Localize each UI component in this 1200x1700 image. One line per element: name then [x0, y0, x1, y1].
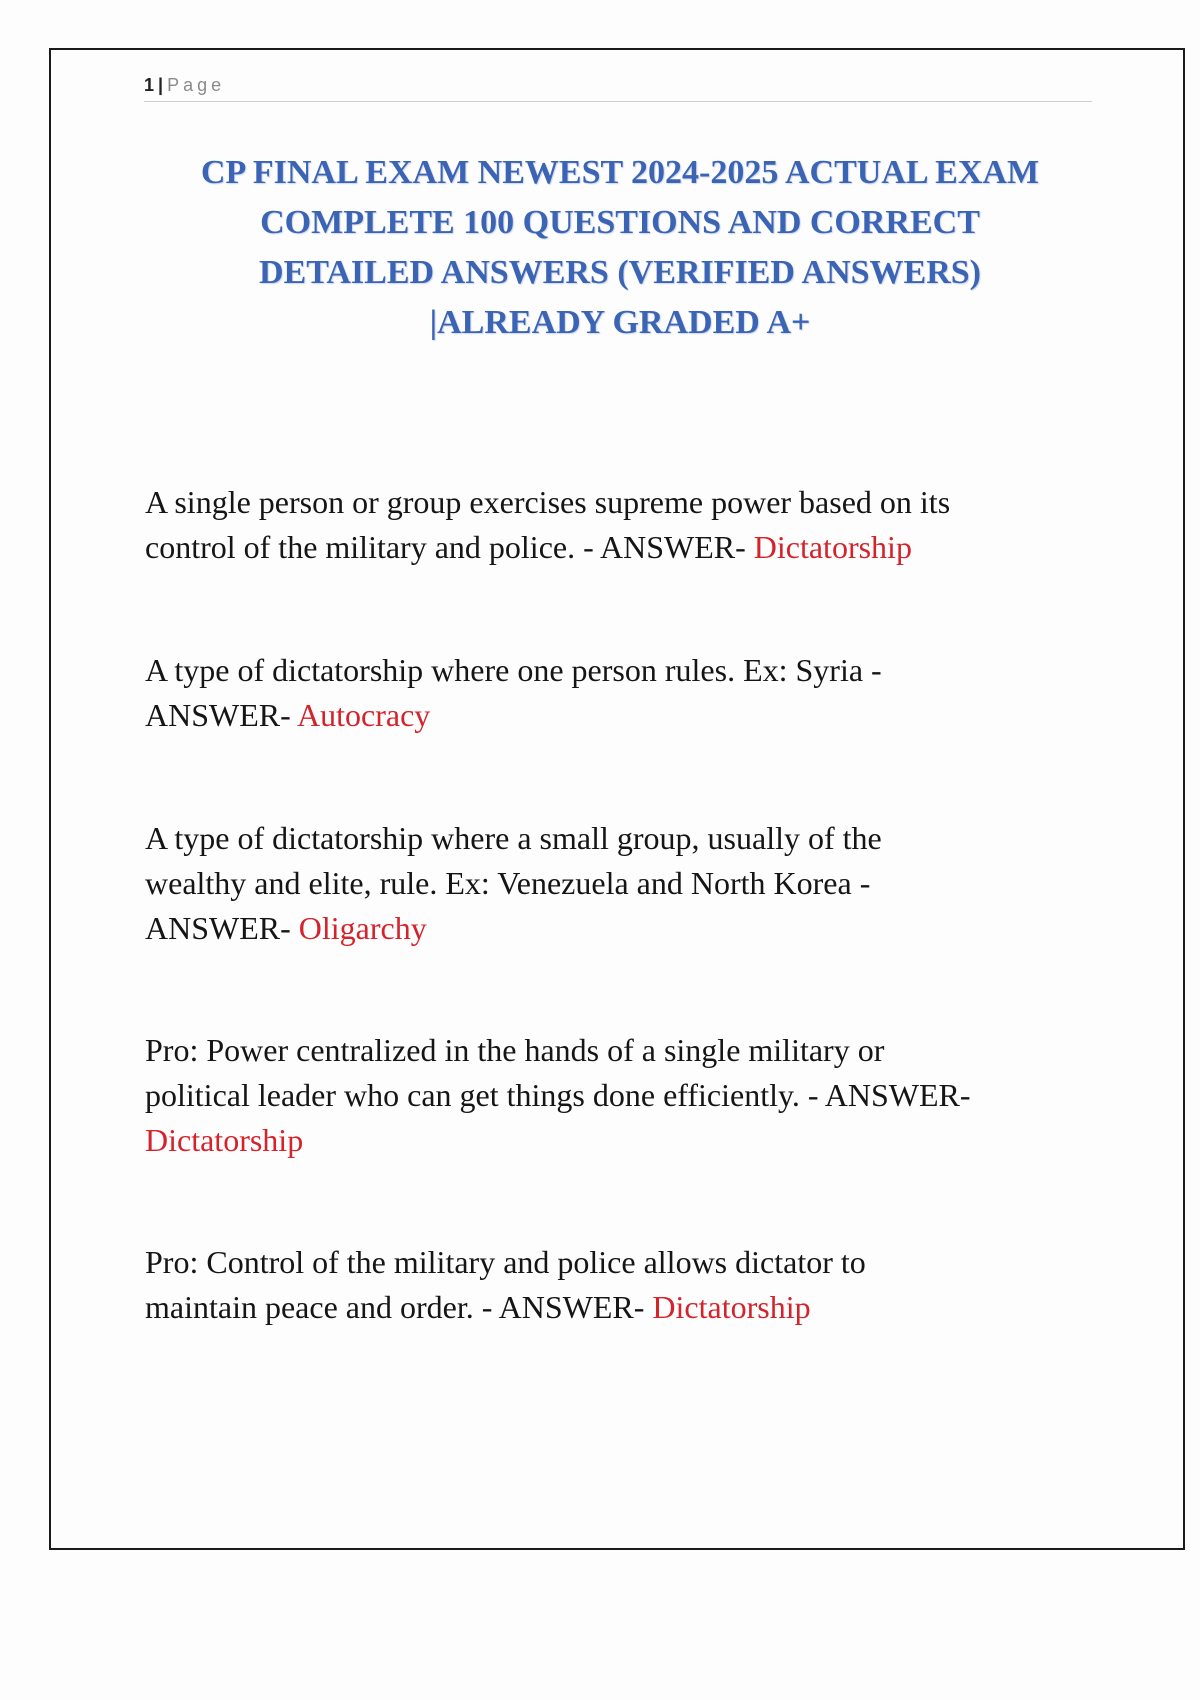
answer-text: Dictatorship [753, 529, 912, 565]
title-line: CP FINAL EXAM NEWEST 2024-2025 ACTUAL EXAM [200, 154, 1040, 191]
title-line: COMPLETE 100 QUESTIONS AND CORRECT [260, 204, 980, 241]
question-line: A single person or group exercises supreme power based on its [145, 484, 951, 520]
question-line: political leader who can get things done efficiently. - ANSWER- [145, 1077, 971, 1113]
question-text: ANSWER- [145, 910, 299, 946]
title-line: |ALREADY GRADED A+ [429, 304, 811, 341]
qa-item [145, 480, 950, 570]
question-line [145, 906, 882, 951]
question-line [145, 1285, 866, 1330]
question-text: ANSWER- [145, 697, 297, 733]
qa-item [145, 1240, 866, 1330]
header-divider [144, 101, 1092, 102]
page-label: Page [167, 75, 226, 95]
answer-text: Autocracy [297, 697, 431, 733]
answer-text: Dictatorship [652, 1289, 811, 1325]
question-text: control of the military and police. - ANSWER- [145, 529, 754, 565]
answer-text: Dictatorship [145, 1122, 304, 1158]
page-number: 1 [144, 75, 155, 95]
question-line: wealthy and elite, rule. Ex: Venezuela and North Korea - [145, 865, 871, 901]
document-title [140, 148, 1100, 348]
answer-text: Oligarchy [298, 910, 427, 946]
question-line [145, 525, 950, 570]
title-line: DETAILED ANSWERS (VERIFIED ANSWERS) [258, 254, 982, 291]
question-text: maintain peace and order. - ANSWER- [145, 1289, 653, 1325]
question-line: A type of dictatorship where one person rules. Ex: Syria - [145, 652, 882, 688]
qa-item [145, 1028, 971, 1163]
page-number-separator: | [158, 75, 164, 95]
page-number-header [144, 74, 225, 96]
question-line: Pro: Control of the military and police allows dictator to [145, 1244, 866, 1280]
question-line: Pro: Power centralized in the hands of a single military or [145, 1032, 885, 1068]
question-line: A type of dictatorship where a small group, usually of the [145, 820, 882, 856]
qa-item [145, 648, 882, 738]
qa-item [145, 816, 882, 951]
question-line [145, 693, 882, 738]
